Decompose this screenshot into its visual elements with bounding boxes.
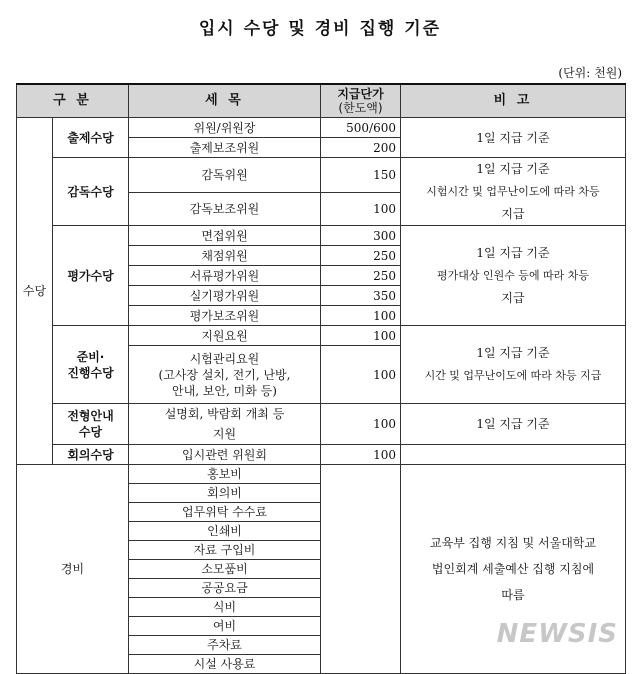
subcategory: 평가수당 xyxy=(53,226,129,326)
note-line: 따름 xyxy=(501,588,525,602)
header-price xyxy=(321,84,401,118)
note-line: 시험시간 및 업무난이도에 따라 차등 xyxy=(426,185,600,198)
note-line: 교육부 집행 지침 및 서울대학교 xyxy=(430,536,596,550)
price-cell: 200 xyxy=(321,138,401,158)
item-line: 시험관리요원 xyxy=(189,351,260,366)
expense-item: 자료 구입비 xyxy=(129,541,321,560)
table-row xyxy=(17,158,626,193)
note-cell: 1일 지급 기준 xyxy=(401,118,626,158)
expense-item: 회의비 xyxy=(129,484,321,503)
allowance-table xyxy=(16,83,626,674)
note-cell xyxy=(401,326,626,404)
subcategory-line: 진행수당 xyxy=(67,365,114,380)
item-line: 설명회, 박람회 개최 등 xyxy=(164,407,285,421)
price-cell: 100 xyxy=(321,445,401,465)
expense-item: 공공요금 xyxy=(129,579,321,598)
note-line: 1일 지급 기준 xyxy=(476,162,550,176)
page-title: 입시 수당 및 경비 집행 기준 xyxy=(198,19,442,39)
item-line: 안내, 보안, 미화 등) xyxy=(172,383,277,398)
item-cell: 서류평가위원 xyxy=(129,266,321,286)
price-cell: 350 xyxy=(321,286,401,306)
subcategory xyxy=(53,326,129,404)
note-line: 지급 xyxy=(501,207,525,221)
subcategory: 출제수당 xyxy=(53,118,129,158)
item-line: 지원 xyxy=(212,427,237,441)
expense-item: 여비 xyxy=(129,617,321,636)
subcategory: 감독수당 xyxy=(53,158,129,226)
item-cell: 감독위원 xyxy=(129,158,321,193)
price-cell: 100 xyxy=(321,306,401,326)
note-line: 법인회계 세출예산 집행 지침에 xyxy=(431,562,595,576)
item-cell: 입시관련 위원회 xyxy=(129,445,321,465)
note-cell xyxy=(401,445,626,465)
price-cell: 150 xyxy=(321,158,401,193)
item-cell xyxy=(129,346,321,404)
table-row xyxy=(17,445,626,465)
note-line: 1일 지급 기준 xyxy=(476,246,550,260)
item-cell: 지원요원 xyxy=(129,326,321,346)
expense-item: 홍보비 xyxy=(129,465,321,484)
expense-item: 식비 xyxy=(129,598,321,617)
expense-item: 시설 사용료 xyxy=(129,655,321,674)
note-line: 지급 xyxy=(501,291,525,305)
note-line: 평가대상 인원수 등에 따라 차등 xyxy=(436,269,590,282)
allowance-table-wrapper xyxy=(16,83,625,674)
price-cell: 100 xyxy=(321,326,401,346)
price-cell: 100 xyxy=(321,192,401,225)
table-row xyxy=(17,465,626,484)
price-cell: 500/600 xyxy=(321,118,401,138)
note-line: 1일 지급 기준 xyxy=(476,346,550,360)
subcategory xyxy=(53,404,129,445)
header-price-line2: (한도액) xyxy=(338,101,383,115)
header-price-line1: 지급단가 xyxy=(337,87,384,101)
item-cell: 감독보조위원 xyxy=(129,192,321,225)
newsis-watermark-logo: NEWSIS xyxy=(496,619,618,649)
price-cell: 100 xyxy=(321,346,401,404)
item-cell: 평가보조위원 xyxy=(129,306,321,326)
price-cell: 250 xyxy=(321,246,401,266)
header-item: 세 목 xyxy=(129,84,321,118)
item-cell: 채점위원 xyxy=(129,246,321,266)
price-cell: 300 xyxy=(321,226,401,246)
table-row xyxy=(17,404,626,445)
note-cell xyxy=(401,226,626,326)
subcategory: 회의수당 xyxy=(53,445,129,465)
note-line: 시간 및 업무난이도에 따라 차등 지급 xyxy=(424,369,602,382)
item-cell xyxy=(129,404,321,445)
price-cell: 250 xyxy=(321,266,401,286)
header-category: 구 분 xyxy=(17,84,129,118)
group-expense: 경비 xyxy=(17,465,129,674)
subcategory-line: 준비· xyxy=(76,349,105,364)
header-note: 비 고 xyxy=(401,84,626,118)
expense-price-cell xyxy=(321,465,401,674)
unit-label: (단위: 천원) xyxy=(558,66,622,80)
table-row xyxy=(17,118,626,138)
item-cell: 출제보조위원 xyxy=(129,138,321,158)
item-cell: 실기평가위원 xyxy=(129,286,321,306)
note-cell xyxy=(401,158,626,226)
table-row xyxy=(17,226,626,246)
expense-item: 업무위탁 수수료 xyxy=(129,503,321,522)
group-allowance: 수당 xyxy=(17,118,53,465)
expense-item: 인쇄비 xyxy=(129,522,321,541)
header-row xyxy=(17,84,626,118)
expense-item: 소모품비 xyxy=(129,560,321,579)
item-cell: 면접위원 xyxy=(129,226,321,246)
subcategory-line: 전형안내 xyxy=(67,409,114,423)
subcategory-line: 수당 xyxy=(78,425,103,439)
note-cell: 1일 지급 기준 xyxy=(401,404,626,445)
item-line: (고사장 설치, 전기, 난방, xyxy=(158,367,291,382)
price-cell: 100 xyxy=(321,404,401,445)
expense-item: 주차료 xyxy=(129,636,321,655)
table-row xyxy=(17,326,626,346)
item-cell: 위원/위원장 xyxy=(129,118,321,138)
